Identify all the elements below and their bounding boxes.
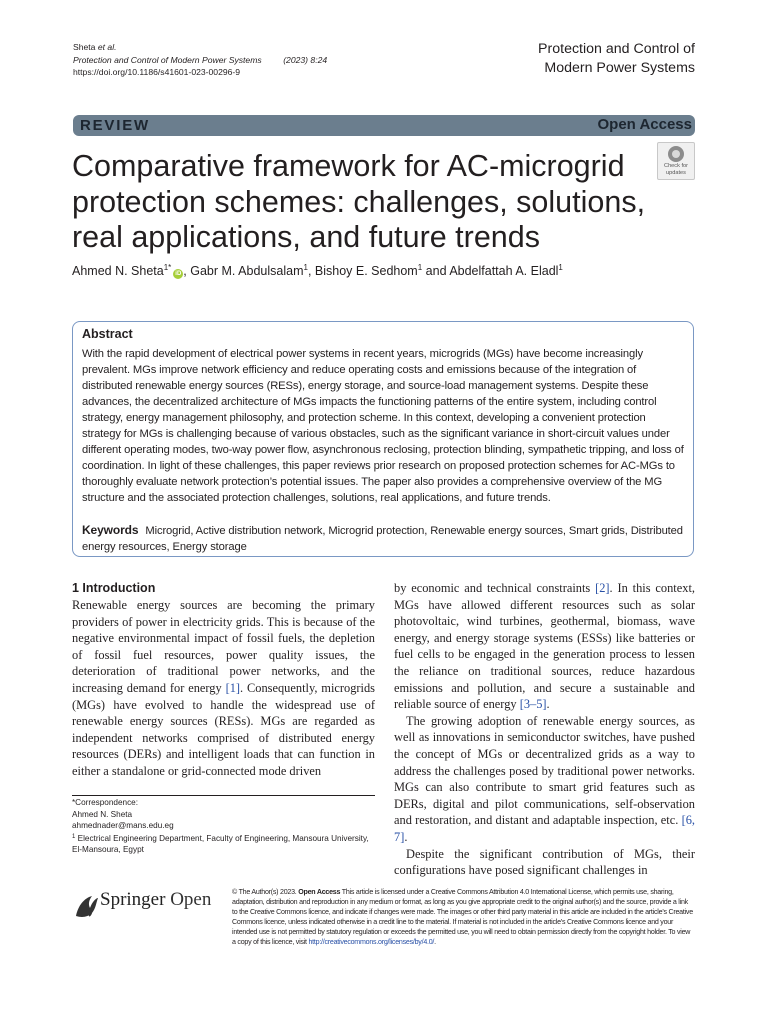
publisher-logo: Springer Open: [100, 889, 212, 910]
crossmark-icon: [668, 146, 684, 162]
paragraph: Renewable energy sources are becoming the primary providers of power in electricity grids. This is because of the negative environmental impact of fossil fuels, the depletion of fossil fuel resources, power quality issues, the deterioration of traditional power networks, and the increasing demand for energy [1]. Consequently, microgrids (MGs) have evolved to handle the widespread use of renewable energy sources (RESs). MGs are regarded as independent networks comprised of distributed energy resources (DERs) and intelligent loads that can function in either a standalone or grid-connected mode driven: [72, 598, 375, 778]
paragraph: by economic and technical constraints [2]. In this context, MGs have allowed different resources such as solar photovoltaic, wind turbines, geothermal, biomass, wave energy, and energy storage systems (ESSs) like batteries or fuel cells to be engaged in the generation process to lessen the reliance on traditional sources, reduce hazardous emissions and pollution, and secure a sustainable and reliable source of energy [3–5].: [394, 581, 695, 712]
open-access-label: Open Access: [597, 116, 692, 133]
author-name[interactable]: Gabr M. Abdulsalam: [190, 264, 304, 278]
author-name[interactable]: Abdelfattah A. Eladl: [449, 264, 559, 278]
running-header: [73, 41, 327, 79]
keywords-list: Microgrid, Active distribution network, Microgrid protection, Renewable energy sources, Smart grids, Distributed energy resources, Energy storage: [82, 525, 683, 553]
check-for-updates-button[interactable]: Check for updates: [657, 142, 695, 180]
paragraph: Despite the significant contribution of MGs, their configurations have posed significant challenges in: [394, 846, 695, 878]
section-heading-introduction: 1 Introduction: [72, 581, 156, 595]
corresponding-author: Ahmed N. Sheta: [72, 809, 133, 819]
email-link[interactable]: ahmednader@mans.edu.eg: [72, 821, 174, 831]
license-link[interactable]: http://creativecommons.org/licenses/by/4.0/: [308, 938, 435, 947]
author-name[interactable]: Bishoy E. Sedhom: [314, 264, 418, 278]
keywords: [82, 522, 687, 555]
orcid-icon[interactable]: iD: [175, 271, 182, 277]
license-statement: © The Author(s) 2023. Open Access This article is licensed under a Creative Commons Attribution 4.0 International License, which permits use, sharing, adaptation, distribution and reproduction in any medium or format, as long as you give appropriate credit to the original author(s) and the source, provide a link to the Creative Commons licence, and indicate if changes were made. The images or other third party material in this article are included in the article’s Creative Commons licence, unless indicated otherwise in a credit line to the material. If material is not included in the article’s Creative Commons licence and your intended use is not permitted by statutory regulation or exceeds the permitted use, you will need to obtain permission directly from the copyright holder. To view a copy of this licence, visit http://creativecommons.org/licenses/by/4.0/.: [232, 888, 693, 947]
abstract-text: With the rapid development of electrical power systems in recent years, microgrids (MGs) have become increasingly prevalent. MGs improve network efficiency and reduce operating costs and emissions because of the integration of distributed renewable energy sources (RESs), energy storage, and source-load management systems. Despite these advances, the decentralized architecture of MGs impacts the functioning patterns of the entire system, including control strategy, energy management philosophy, and protection scheme. In this context, developing a convenient protection strategy for MGs is challenging because of various obstacles, such as the significant variance in short-circuit values under different operating modes, two-way power flow, asynchronous reclosing, protection blinding, sympathetic tripping, and loss of coordination. In light of these challenges, this paper reviews prior research on proposed protection schemes for AC-MGs to thoroughly evaluate network protection’s potential issues. The paper also provides a comprehensive overview of the MG structure and the associated protection challenges, solutions, real applications, and future trends.: [82, 348, 684, 504]
correspondence-footnote: *Correspondence: Ahmed N. Sheta ahmednader@mans.edu.eg $^1$ Electrical Engineering Department, Faculty of Engineering, Mansoura University, El-Mansoura, Egypt: [72, 797, 375, 856]
citation-link[interactable]: [3–5]: [519, 697, 547, 712]
abstract-heading: Abstract: [82, 327, 133, 341]
journal-title: Protection and Control of Modern Power Systems: [538, 41, 695, 76]
running-journal: Protection and Control of Modern Power Systems (2023) 8:24: [73, 54, 328, 65]
body-column-left: [72, 597, 375, 780]
paragraph: The growing adoption of renewable energy sources, as well as innovations in semiconductor switches, have pushed the concept of MGs or decentralized grids as a way to address the challenges posed by traditional power networks. MGs can also contribute to smart grid features such as DERs, digital and pilot communications, self-observation and restoration, and distant and adaptable inspection, etc. [6, 7].: [394, 713, 695, 844]
article-type-label: REVIEW: [80, 117, 150, 134]
body-column-right: [394, 580, 695, 879]
doi-link[interactable]: https://doi.org/10.1186/s41601-023-00296-9: [73, 67, 241, 78]
citation-link[interactable]: [6, 7]: [394, 813, 695, 844]
affiliation: $^1$ Electrical Engineering Department, Faculty of Engineering, Mansoura University, El-Mansoura, Egypt: [72, 833, 369, 855]
citation-link[interactable]: [1]: [225, 680, 241, 695]
author-name[interactable]: Ahmed N. Sheta: [72, 264, 164, 278]
footnote-divider: [72, 795, 375, 796]
citation-link[interactable]: [2]: [595, 581, 610, 595]
author-list: Ahmed N. Sheta$^{1*}$iD , Gabr M. Abdulsalam$^1$, Bishoy E. Sedhom$^1$ and Abdelfattah A. Eladl$^1$: [72, 263, 563, 278]
article-title: Comparative framework for AC-microgrid protection schemes: challenges, solutions, real applications, and future trends: [72, 149, 646, 254]
keywords-label: Keywords: [82, 523, 139, 537]
running-author: Sheta et al.: [73, 42, 117, 52]
